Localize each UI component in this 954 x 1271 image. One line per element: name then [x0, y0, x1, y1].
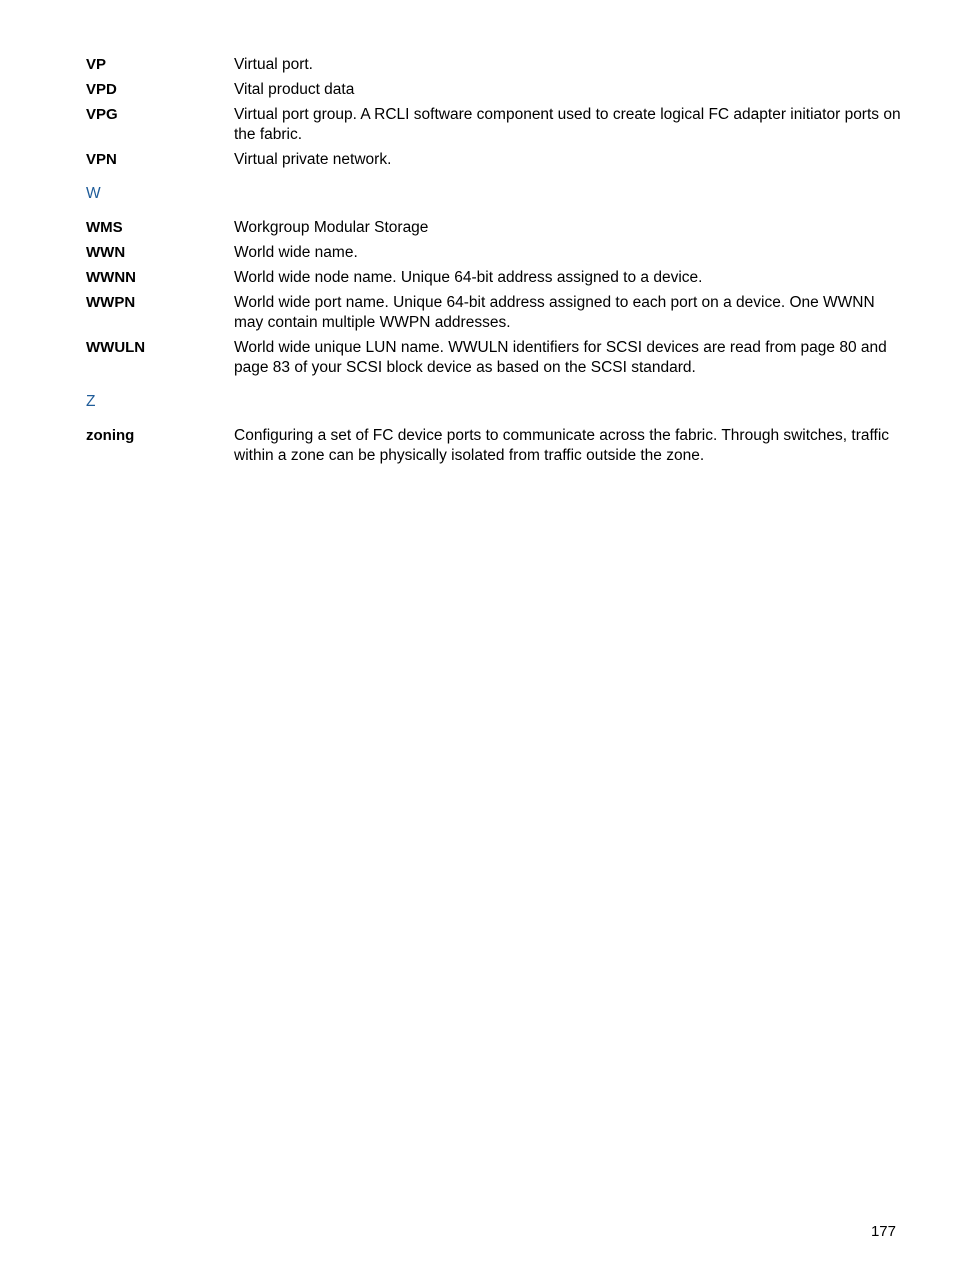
- glossary-entry-wms: [86, 218, 902, 238]
- glossary-definition: Virtual port.: [234, 56, 313, 73]
- glossary-entry-wwn: [86, 243, 902, 263]
- glossary-entry-vpg: [86, 105, 902, 145]
- glossary-definition: World wide node name. Unique 64-bit address assigned to a device.: [234, 269, 703, 286]
- glossary-definition: World wide name.: [234, 244, 358, 261]
- glossary-definition: Configuring a set of FC device ports to communicate across the fabric. Through switches, traffic within a zone can be physically isolated from traffic outside the zone.: [234, 427, 890, 464]
- glossary-term: WWNN: [86, 269, 136, 286]
- glossary-definition: Virtual port group. A RCLI software component used to create logical FC adapter initiator ports on the fabric.: [234, 106, 901, 143]
- glossary-term: zoning: [86, 427, 135, 444]
- glossary-definition: Virtual private network.: [234, 151, 392, 168]
- glossary-term: WWN: [86, 244, 126, 261]
- glossary-term: WWPN: [86, 294, 136, 311]
- glossary-term: VP: [86, 56, 107, 73]
- section-heading-z: Z: [86, 393, 96, 410]
- glossary-entry-vpd: [86, 80, 902, 100]
- glossary-definition: Vital product data: [234, 81, 355, 98]
- page-number: 177: [870, 1223, 896, 1240]
- glossary-entry-wwpn: [86, 293, 902, 333]
- glossary-entry-vp: [86, 55, 902, 75]
- section-heading-w: W: [86, 185, 101, 202]
- glossary-entry-wwuln: [86, 338, 902, 378]
- glossary-definition: Workgroup Modular Storage: [234, 219, 429, 236]
- glossary-term: VPG: [86, 106, 118, 123]
- glossary: [86, 55, 902, 471]
- glossary-definition: World wide port name. Unique 64-bit address assigned to each port on a device. One WWNN may contain multiple WWPN addresses.: [234, 294, 875, 331]
- glossary-term: VPN: [86, 151, 117, 168]
- glossary-entry-wwnn: [86, 268, 902, 288]
- glossary-entry-zoning: [86, 426, 902, 466]
- glossary-term: WMS: [86, 219, 123, 236]
- glossary-definition: World wide unique LUN name. WWULN identifiers for SCSI devices are read from page 80 and page 83 of your SCSI block device as based on the SCSI standard.: [234, 339, 887, 376]
- glossary-entry-vpn: [86, 150, 902, 170]
- glossary-term: WWULN: [86, 339, 146, 356]
- glossary-term: VPD: [86, 81, 117, 98]
